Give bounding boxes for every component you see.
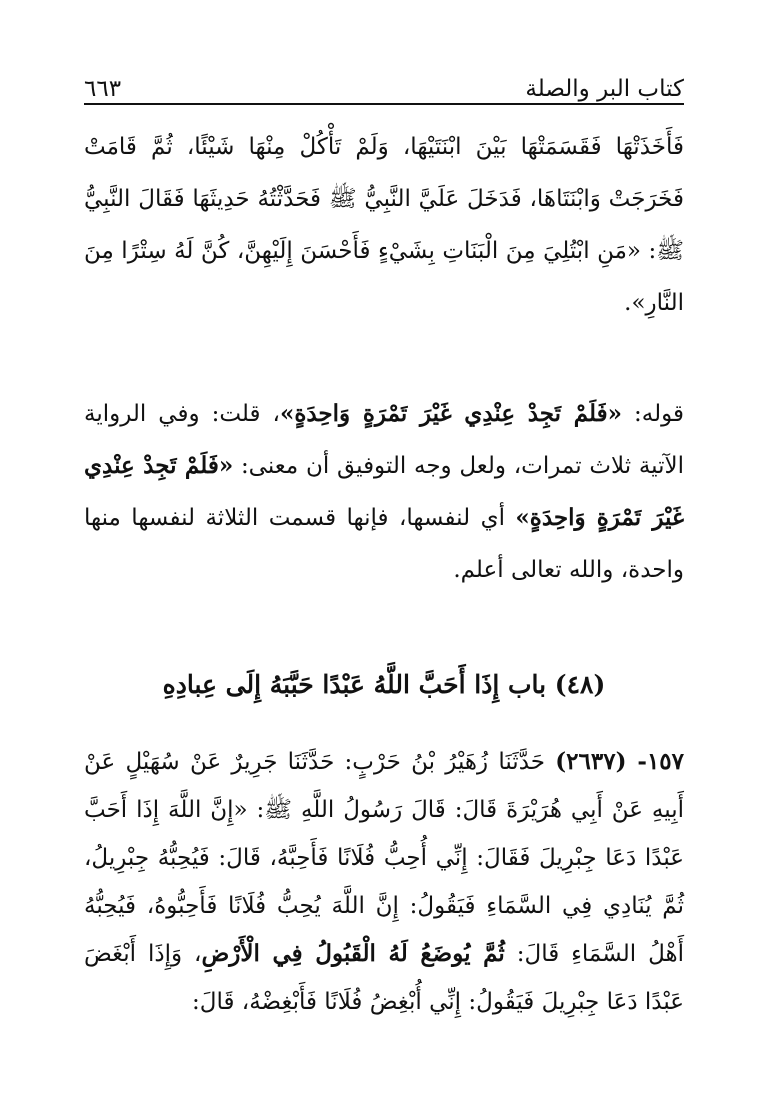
commentary-rest: أي لنفسها، فإنها قسمت الثلاثة لنفسها منها واحدة، والله تعالى أعلم. xyxy=(84,505,684,583)
page-header xyxy=(84,62,684,102)
header-divider xyxy=(84,103,684,105)
hadith-continuation-paragraph xyxy=(84,121,684,329)
hadith-text-part-2: ، وَإِذَا أَبْغَضَ عَبْدًا دَعَا جِبْرِيلَ فَيَقُولُ: إِنِّي أُبْغِضُ فُلَانًا فَأَبْغِضْهُ، قَالَ: xyxy=(84,941,684,1015)
commentary-paragraph xyxy=(84,388,684,596)
hadith-number: ١٥٧- (٢٦٣٧) xyxy=(555,748,684,775)
hadith-continuation-text: فَأَخَذَتْهَا فَقَسَمَتْهَا بَيْنَ ابْنَتَيْهَا، وَلَمْ تَأْكُلْ مِنْهَا شَيْئًا، ثُمَّ قَامَتْ فَخَرَجَتْ وَابْنَتَاهَا، فَدَخَلَ عَلَيَّ النَّبِيُّ ﷺ فَحَدَّثْتُهُ حَدِيثَهَا فَقَالَ النَّبِيُّ ﷺ: «مَنِ ابْتُلِيَ مِنَ الْبَنَاتِ بِشَيْءٍ فَأَحْسَنَ إِلَيْهِنَّ، كُنَّ لَهُ سِتْرًا مِنَ النَّارِ». xyxy=(84,134,684,316)
chapter-heading: (٤٨) باب إِذَا أَحَبَّ اللَّهُ عَبْدًا حَبَّبَهُ إِلَى عِبادِهِ xyxy=(162,670,606,699)
book-title: كتاب البر والصلة xyxy=(525,76,684,102)
hadith-paragraph xyxy=(84,738,684,1026)
commentary-lead: قوله: xyxy=(634,401,685,427)
hadith-bold-phrase: ثُمَّ يُوضَعُ لَهُ الْقَبُولُ فِي الْأَرْضِ xyxy=(201,940,505,967)
commentary-quote-1: «فَلَمْ تَجِدْ عِنْدِي غَيْرَ تَمْرَةٍ وَاحِدَةٍ» xyxy=(279,400,623,427)
commentary-quote-2: «فَلَمْ تَجِدْ عِنْدِي غَيْرَ تَمْرَةٍ وَاحِدَةٍ» xyxy=(84,452,684,531)
hadith-text-part-1: حَدَّثَنَا زُهَيْرُ بْنُ حَرْبٍ: حَدَّثَنَا جَرِيرٌ عَنْ سُهَيْلٍ عَنْ أَبِيهِ عَنْ أَبِي هُرَيْرَةَ قَالَ: قَالَ رَسُولُ اللَّهِ ﷺ: «إِنَّ اللَّهَ إِذَا أَحَبَّ عَبْدًا دَعَا جِبْرِيلَ فَقَالَ: إِنِّي أُحِبُّ فُلَانًا فَأَحِبَّهُ، قَالَ: فَيُحِبُّهُ جِبْرِيلُ، ثُمَّ يُنَادِي فِي السَّمَاءِ فَيَقُولُ: إِنَّ اللَّهَ يُحِبُّ فُلَانًا فَأَحِبُّوهُ، فَيُحِبُّهُ أَهْلُ السَّمَاءِ قَالَ: xyxy=(84,749,685,967)
page-number: ٦٦٣ xyxy=(84,76,122,102)
commentary-middle: ، قلت: وفي الرواية الآتية ثلاث تمرات، ولعل وجه التوفيق أن معنى: xyxy=(84,401,685,479)
